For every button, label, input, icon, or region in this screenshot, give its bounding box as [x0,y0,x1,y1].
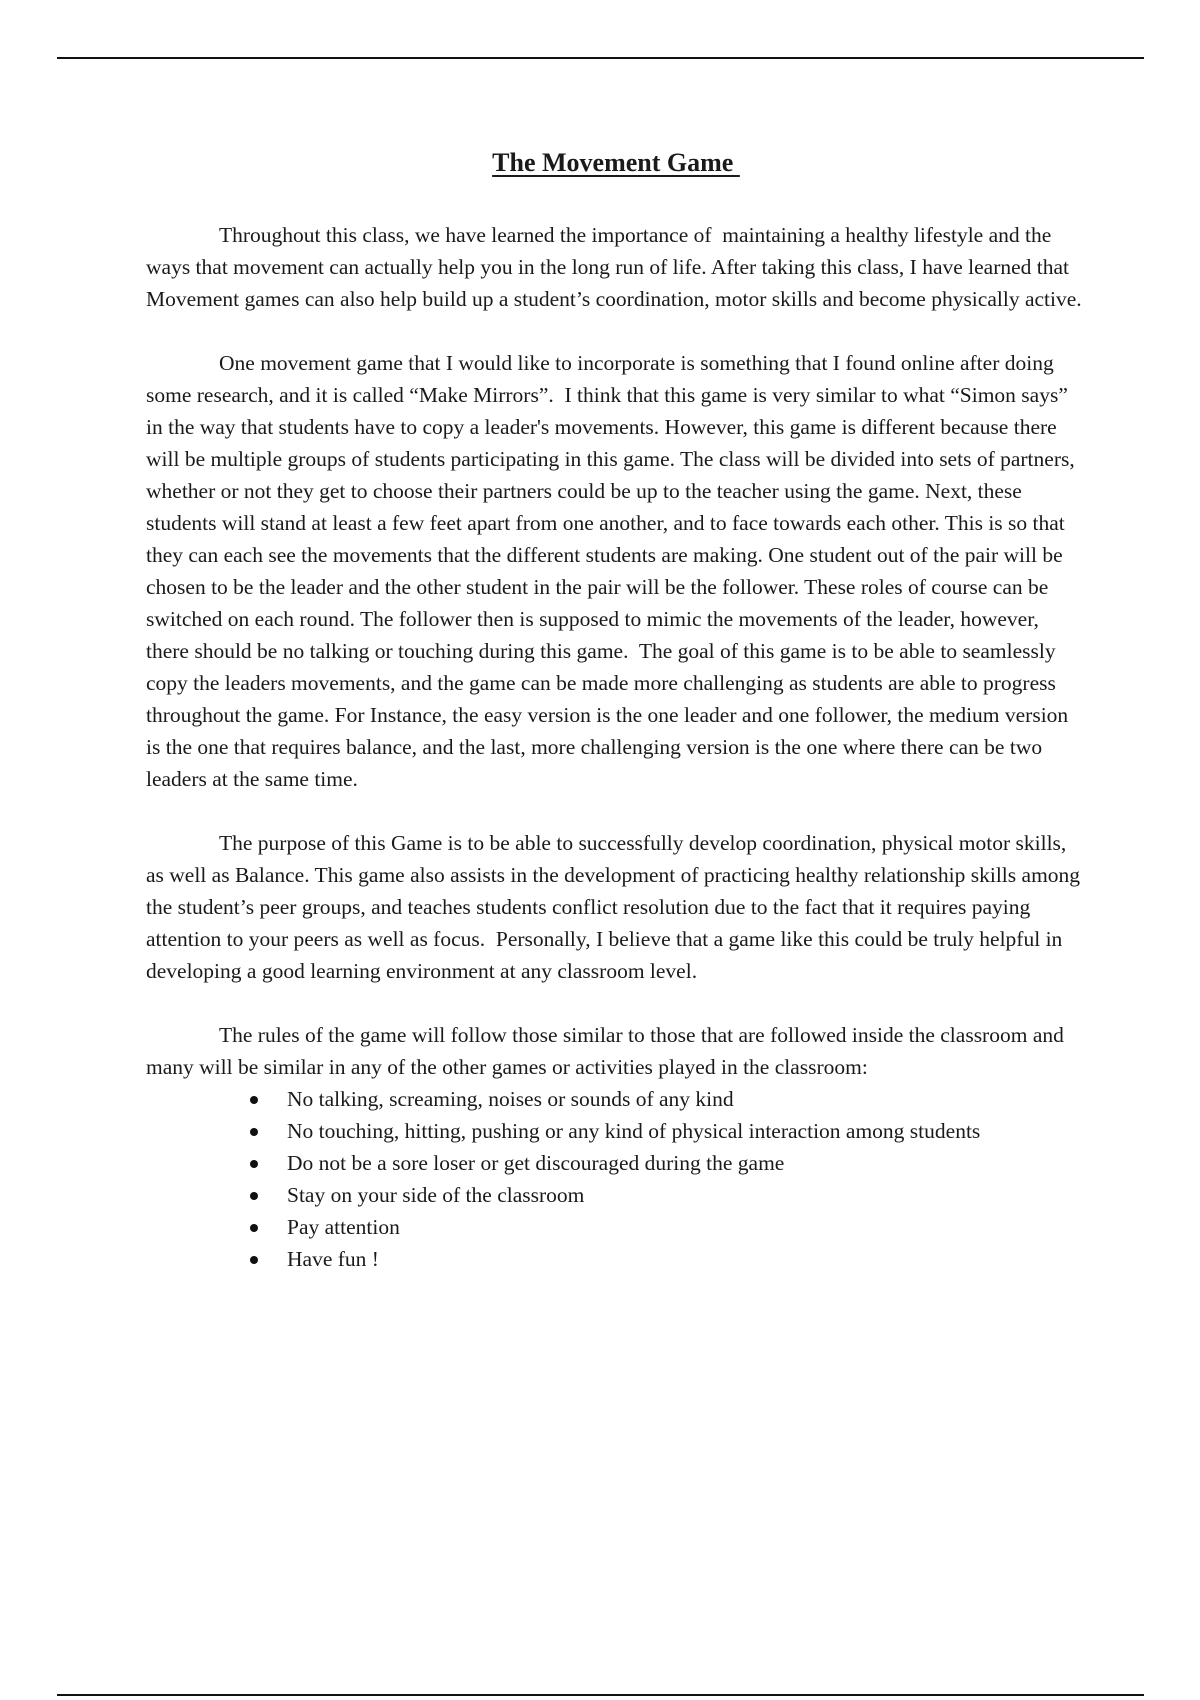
rule-text: Have fun ! [287,1247,379,1271]
bullet-icon [250,1224,258,1232]
rule-item [250,1211,1086,1243]
bullet-icon [250,1192,258,1200]
rule-text: Do not be a sore loser or get discouraged during the game [287,1151,785,1175]
rule-text: No talking, screaming, noises or sounds of any kind [287,1087,734,1111]
rule-text: Pay attention [287,1215,400,1239]
rule-text: Stay on your side of the classroom [287,1183,585,1207]
document-page [146,145,1086,1275]
rule-item [250,1243,1086,1275]
rule-item [250,1083,1086,1115]
rules-list [146,1083,1086,1275]
header-rule [57,57,1144,59]
bullet-icon [250,1128,258,1136]
rule-item [250,1115,1086,1147]
paragraph-game-description: One movement game that I would like to incorporate is something that I found online after doing some research, and it is called “Make Mirrors”. I think that this game is very similar to what “Simon says” in the way that students have to copy a leader's movements. However, this game is different because there will be multiple groups of students participating in this game. The class will be divided into sets of partners, whether or not they get to choose their partners could be up to the teacher using the game. Next, these students will stand at least a few feet apart from one another, and to face towards each other. This is so that they can each see the movements that the different students are making. One student out of the pair will be chosen to be the leader and the other student in the pair will be the follower. These roles of course can be switched on each round. The follower then is supposed to mimic the movements of the leader, however, there should be no talking or touching during this game. The goal of this game is to be able to seamlessly copy the leaders movements, and the game can be made more challenging as students are able to progress throughout the game. For Instance, the easy version is the one leader and one follower, the medium version is the one that requires balance, and the last, more challenging version is the one where there can be two leaders at the same time. [146,351,1081,791]
footer-rule [57,1694,1144,1696]
rule-item [250,1147,1086,1179]
paragraph-purpose: The purpose of this Game is to be able to successfully develop coordination, physical motor skills, as well as Balance. This game also assists in the development of practicing healthy relationship skills among the student’s peer groups, and teaches students conflict resolution due to the fact that it requires paying attention to your peers as well as focus. Personally, I believe that a game like this could be truly helpful in developing a good learning environment at any classroom level. [146,831,1086,983]
rule-item [250,1179,1086,1211]
bullet-icon [250,1256,258,1264]
paragraph-rules-intro: The rules of the game will follow those similar to those that are followed inside the classroom and many will be similar in any of the other games or activities played in the classroom: [146,1023,1070,1079]
bullet-icon [250,1096,258,1104]
paragraph-intro: Throughout this class, we have learned the importance of maintaining a healthy lifestyle and the ways that movement can actually help you in the long run of life. After taking this class, I have learned that Movement games can also help build up a student’s coordination, motor skills and become physically active. [146,223,1082,311]
rule-text: No touching, hitting, pushing or any kind of physical interaction among students [287,1119,981,1143]
document-title: The Movement Game [492,148,740,177]
bullet-icon [250,1160,258,1168]
